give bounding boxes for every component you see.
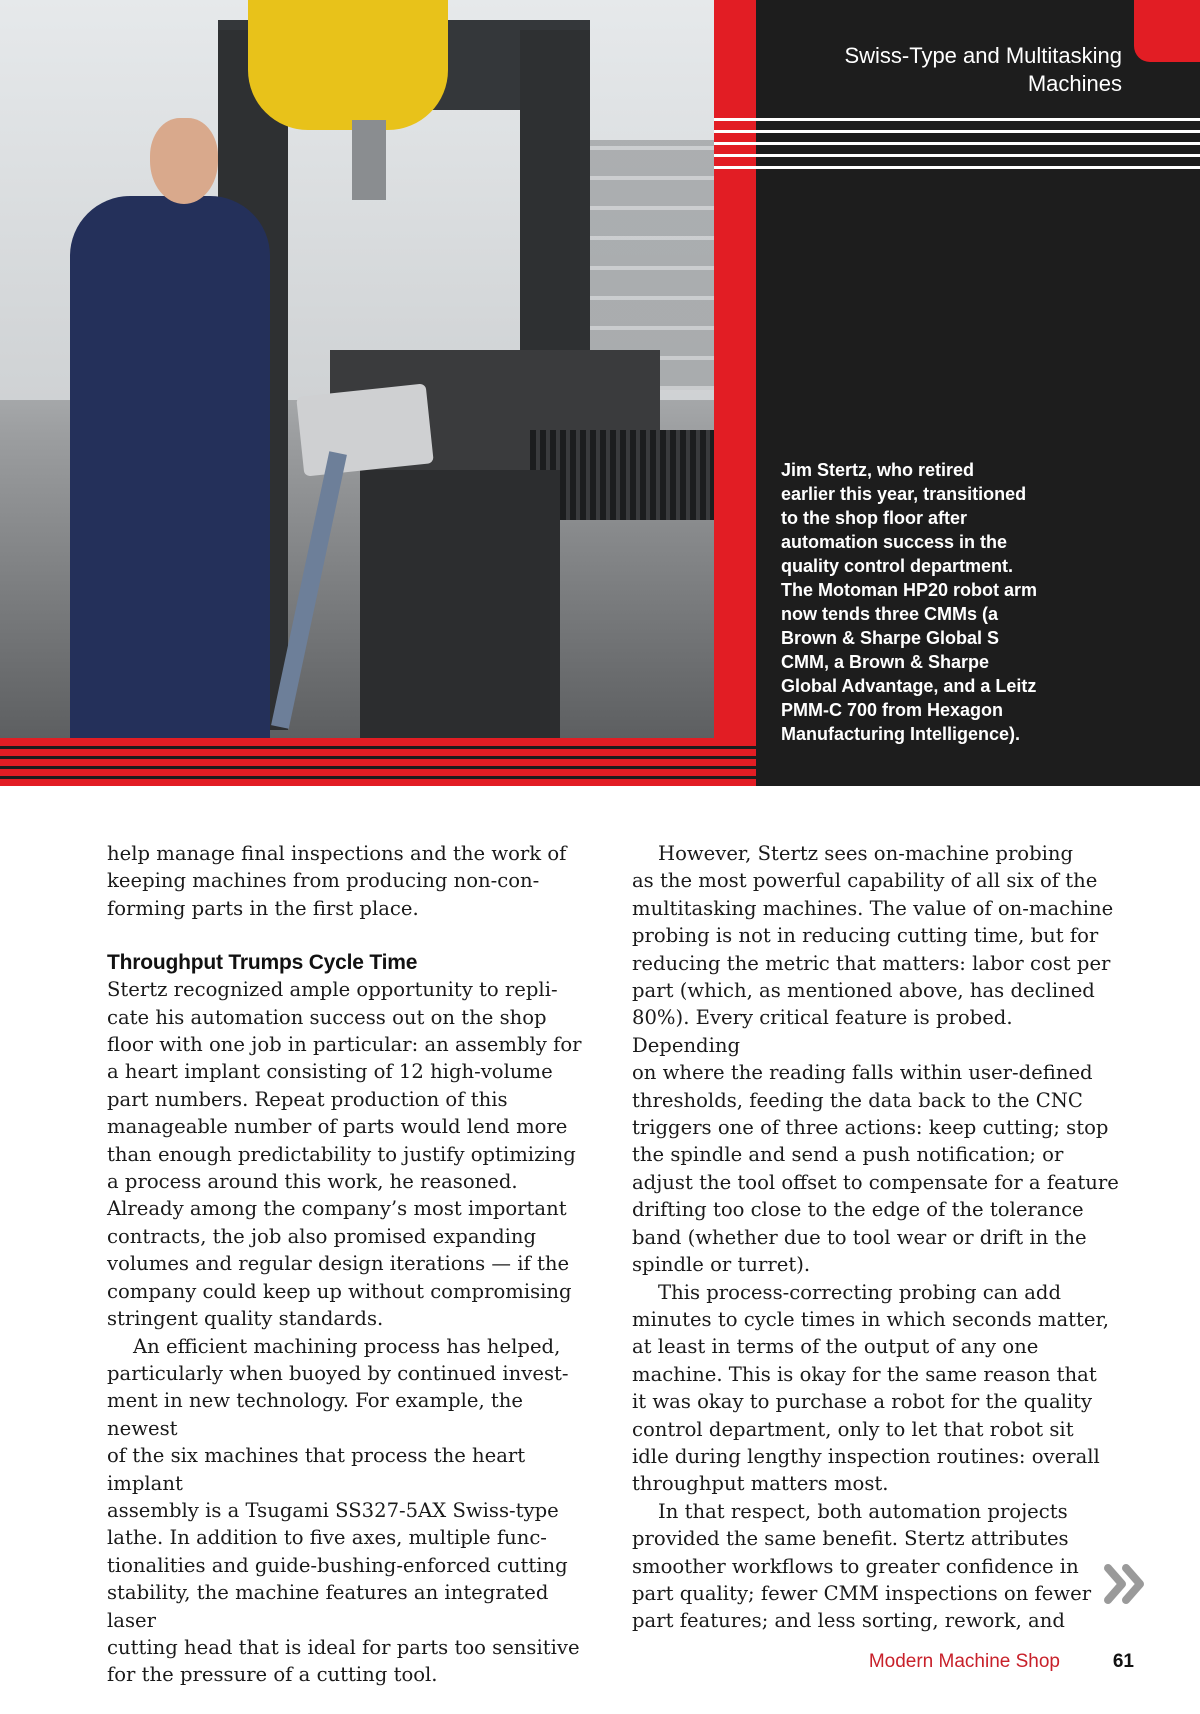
paragraph: This process-correcting probing can add minutes to cycle times in which seconds matter, at least in terms of the output of any one machine. This is okay for the same reason that it was okay to purchase a robot for the quality control department, only to let that robot sit idle during lengthy inspection routines: overall throughput matters most. [632, 1280, 1109, 1496]
article-column-right [632, 840, 1120, 1635]
section-label: Swiss-Type and Multitasking Machines [844, 43, 1122, 96]
red-accent-bar [714, 0, 756, 738]
paragraph: In that respect, both automation projects provided the same benefit. Stertz attributes smoother workflows to greater confidence in part quality; fewer CMM inspections on fewer part features; and less sorting, rework, and [632, 1499, 1092, 1633]
decorative-stripes-bottom [0, 738, 756, 786]
paragraph: help manage final inspections and the work of keeping machines from producing non-con- forming parts in the first place. [107, 842, 567, 920]
paragraph: Stertz recognized ample opportunity to repli- cate his automation success out on the shop floor with one job in particular: an assembly for a heart implant consisting of 12 high-volume part numbers. Repeat production of this manageable number of parts would lend more than enough predictability to justify optimizing a process around this work, he reasoned. Already among the company’s most important contracts, the job also promised expanding volumes and regular design iterations — if the company could keep up without compromising stringent quality standards. [107, 978, 582, 1331]
decorative-stripes-right [714, 118, 1200, 172]
section-heading: Throughput Trumps Cycle Time [107, 951, 418, 975]
publication-name: Modern Machine Shop [868, 1651, 1060, 1672]
paragraph: However, Stertz sees on-machine probing as the most powerful capability of all six of the multitasking machines. The value of on-machine probing is not in reducing cutting time, but for reducing the metric that matters: labor cost per part (which, as mentioned above, has declined 80%). Every critical feature is probed. Depending on where the reading falls within user-defined thresholds, feeding the data back to the CNC triggers one of three actions: keep cutting; stop the spindle and send a push notification; or adjust the tool offset to compensate for a feature drifting too close to the edge of the tolerance band (whether due to tool wear or drift in the spindle or turret). [632, 842, 1119, 1277]
page-number: 61 [1112, 1651, 1134, 1672]
cmm-photo [0, 0, 714, 738]
section-tab [1134, 0, 1200, 62]
paragraph: An efficient machining process has helped, particularly when buoyed by continued invest- ment in new technology. For example, the newest of the six machines that process the heart implant assembly is a Tsugami SS327-5AX Swiss-type lathe. In addition to five axes, multiple func- tionalities and guide-bushing-enforced cutting stability, the machine features an integrated laser cutting head that is ideal for parts too sensitive for the pressure of a cutting tool. [107, 1334, 580, 1687]
photo-caption: Jim Stertz, who retired earlier this year, transitioned to the shop floor after automation success in the quality control department. The Motoman HP20 robot arm now tends three CMMs (a Brown & Sharpe Global S CMM, a Brown & Sharpe Global Advantage, and a Leitz PMM-C 700 from Hexagon Manufacturing Intelligence). [781, 460, 1038, 744]
article-column-left [107, 840, 595, 1689]
double-chevron-right-icon [1102, 1562, 1152, 1606]
